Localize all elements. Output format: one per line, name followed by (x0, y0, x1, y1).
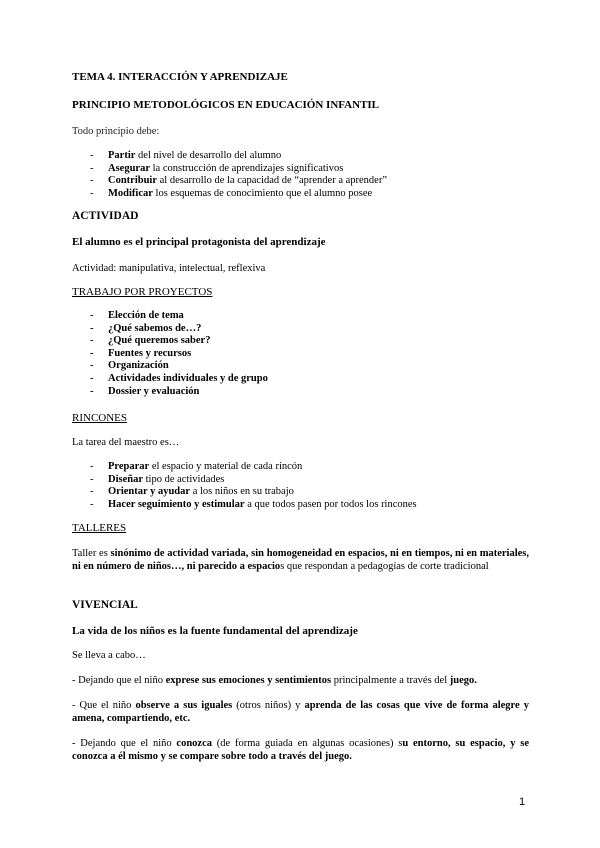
list-item: - Elección de tema (90, 310, 268, 323)
principles-list (90, 150, 387, 200)
talleres-heading: TALLERES (72, 522, 127, 534)
proyectos-list (90, 310, 268, 398)
document-title: TEMA 4. INTERACCIÓN Y APRENDIZAJE (72, 71, 288, 83)
rincones-intro: La tarea del maestro es… (72, 437, 180, 448)
vivencial-statement: La vida de los niños es la fuente fundamental del aprendizaje (72, 625, 358, 637)
list-item: - Fuentes y recursos (90, 348, 268, 361)
list-item: - ¿Qué queremos saber? (90, 335, 268, 348)
actividad-statement: El alumno es el principal protagonista del aprendizaje (72, 236, 326, 248)
actividad-heading: ACTIVIDAD (72, 210, 139, 222)
list-item: - Hacer seguimiento y estimular a que todos pasen por todos los rincones (90, 499, 417, 512)
list-item: - Organización (90, 360, 268, 373)
talleres-paragraph: Taller es sinónimo de actividad variada, sin homogeneidad en espacios, ni en tiempos, ni en materiales, ni en número de niños…, ni parecido a espacios que respondan a pedagogías de corte tradicional (72, 548, 529, 572)
list-item: - Asegurar la construcción de aprendizajes significativos (90, 163, 387, 176)
rincones-heading: RINCONES (72, 412, 128, 424)
list-item: - ¿Qué sabemos de…? (90, 323, 268, 336)
list-item: - Preparar el espacio y material de cada rincón (90, 461, 417, 474)
list-item: - Partir del nivel de desarrollo del alumno (90, 150, 387, 163)
list-item: - Actividades individuales y de grupo (90, 373, 268, 386)
intro-text: Todo principio debe: (72, 126, 160, 137)
rincones-list (90, 461, 417, 511)
vivencial-heading: VIVENCIAL (72, 599, 138, 611)
list-item: - Modificar los esquemas de conocimiento que el alumno posee (90, 188, 387, 201)
proyectos-heading: TRABAJO POR PROYECTOS (72, 286, 213, 298)
page-number: 1 (519, 796, 526, 808)
list-item: - Contribuir al desarrollo de la capacidad de “aprender a aprender” (90, 175, 387, 188)
list-item: - Orientar y ayudar a los niños en su trabajo (90, 486, 417, 499)
list-item: - Diseñar tipo de actividades (90, 474, 417, 487)
vivencial-intro: Se lleva a cabo… (72, 650, 146, 661)
section-subtitle: PRINCIPIO METODOLÓGICOS EN EDUCACIÓN INFANTIL (72, 99, 380, 111)
list-item: - Dossier y evaluación (90, 386, 268, 399)
vivencial-item-2: - Que el niño observe a sus iguales (otros niños) y aprenda de las cosas que vive de forma alegre y amena, compartiendo, etc. (72, 700, 529, 724)
vivencial-item-3: - Dejando que el niño conozca (de forma guiada en algunas ocasiones) su entorno, su espacio, y se conozca a él mismo y se compare sobre todo a través del juego. (72, 738, 529, 762)
actividad-types: Actividad: manipulativa, intelectual, reflexiva (72, 263, 266, 274)
vivencial-item-1: - Dejando que el niño exprese sus emociones y sentimientos principalmente a través del juego. (72, 675, 477, 686)
